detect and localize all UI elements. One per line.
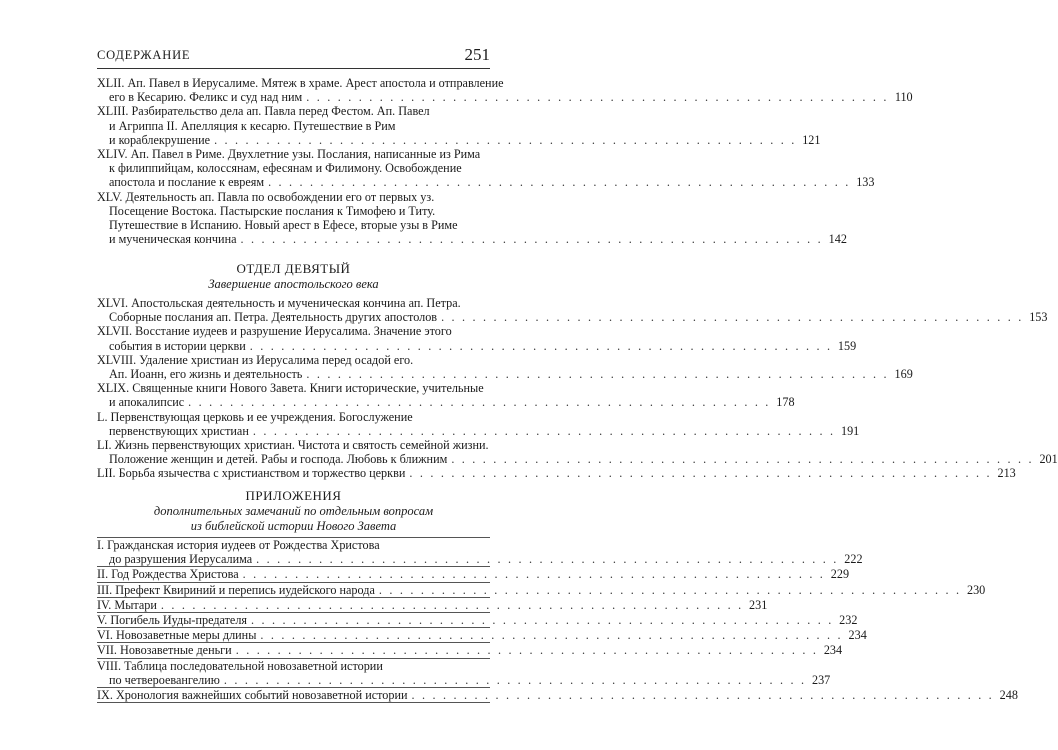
toc-entry-title: LII. Борьба язычества с христианством и торжество церкви xyxy=(97,466,406,481)
toc-entry xyxy=(97,76,913,105)
toc-entry-title: V. Погибель Иуды-предателя xyxy=(97,613,248,628)
toc-entry-title: VI. Новозаветные меры длины xyxy=(97,628,257,643)
section-title-part-9: ОТДЕЛ ДЕВЯТЫЙ xyxy=(236,261,351,276)
toc-entry-page: 121 xyxy=(802,132,821,147)
toc-appendices xyxy=(97,537,1018,703)
toc-entry-title: Соборные послания ап. Петра. Деятельность других апостолов xyxy=(109,310,438,325)
dot-leader: . . . . . . . . . . . . . . . . . . . . . . . . . . . . . . . . . . . . . . . . . . . . . . . . . . . . . . . . xyxy=(451,452,1034,467)
toc-entry-title: первенствующих христиан xyxy=(109,423,249,438)
toc-entry-page: 110 xyxy=(894,90,913,105)
toc-entry-title: события в истории церкви xyxy=(109,338,246,353)
toc-entry xyxy=(97,324,857,353)
toc-entry-last-line xyxy=(97,90,913,105)
toc-entry-page: 234 xyxy=(848,628,867,643)
dot-leader: . . . . . . . . . . . . . . . . . . . . . . . . . . . . . . . . . . . . . . . . . . . . . . . . . . . . . . . . xyxy=(242,567,826,582)
dot-leader: . . . . . . . . . . . . . . . . . . . . . . . . . . . . . . . . . . . . . . . . . . . . . . . . . . . . . . . . xyxy=(223,672,807,687)
running-head: СОДЕРЖАНИЕ xyxy=(97,48,191,62)
toc-entry-page: 234 xyxy=(823,643,843,658)
toc-entry-last-line xyxy=(97,567,850,582)
toc-entry-line: к филиппийцам, колоссянам, ефесянам и Филимону. Освобождение xyxy=(109,161,462,176)
page-number: 251 xyxy=(464,45,490,64)
dot-leader: . . . . . . . . . . . . . . . . . . . . . . . . . . . . . . . . . . . . . . . . . . . . . . . . . . . . . . . . xyxy=(214,132,797,147)
toc-entry xyxy=(97,466,1016,481)
toc-entry-last-line xyxy=(97,132,821,147)
toc-entry-line: и Агриппа II. Апелляция к кесарю. Путешествие в Рим xyxy=(109,118,396,133)
toc-entry-page: 133 xyxy=(856,175,875,190)
toc-entry-page: 201 xyxy=(1039,452,1058,467)
toc-entry-last-line xyxy=(97,175,875,190)
section-subtitle-appendices-1: дополнительных замечаний по отдельным вопросам xyxy=(153,504,434,518)
toc-entry-page: 178 xyxy=(776,395,795,410)
toc-entry-title: и кораблекрушение xyxy=(109,132,211,147)
toc-entry-line: XLVI. Апостольская деятельность и мученическая кончина ап. Петра. xyxy=(97,296,461,310)
dot-leader: . . . . . . . . . . . . . . . . . . . . . . . . . . . . . . . . . . . . . . . . . . . . . . . . . . . . . . . . xyxy=(235,643,819,658)
toc-entry-last-line xyxy=(97,452,1058,467)
toc-entry-last-line xyxy=(97,613,858,628)
toc-entry-title: Положение женщин и детей. Рабы и господа. Любовь к ближним xyxy=(109,452,448,467)
toc-entry-title: его в Кесарию. Феликс и суд над ним xyxy=(109,90,303,105)
toc-entry-last-line xyxy=(97,367,913,382)
toc-entry-page: 229 xyxy=(830,567,850,582)
toc-entry-line: XLVII. Восстание иудеев и разрушение Иерусалима. Значение этого xyxy=(97,324,452,339)
toc-entry xyxy=(97,642,843,658)
toc-entry-last-line xyxy=(97,582,986,597)
toc-part-9 xyxy=(97,296,1058,481)
toc-entry-title: II. Год Рождества Христова xyxy=(97,567,239,582)
toc-part-1 xyxy=(97,76,913,247)
toc-entry-title: IX. Хронология важнейших событий новозаветной истории xyxy=(97,688,408,703)
toc-entry-line: XLIV. Ап. Павел в Риме. Двухлетние узы. Послания, написанные из Рима xyxy=(97,147,481,162)
toc-entry-page: 232 xyxy=(839,613,858,628)
toc-entry-line: XLIX. Священные книги Нового Завета. Книги исторические, учительные xyxy=(97,381,484,396)
toc-entry-page: 142 xyxy=(828,232,847,247)
dot-leader: . . . . . . . . . . . . . . . . . . . . . . . . . . . . . . . . . . . . . . . . . . . . . . . . . . . . . . . . xyxy=(411,688,994,703)
toc-entry-page: 169 xyxy=(894,367,913,382)
dot-leader: . . . . . . . . . . . . . . . . . . . . . . . . . . . . . . . . . . . . . . . . . . . . . . . . . . . . . . . . xyxy=(188,395,771,410)
toc-entry xyxy=(97,566,850,582)
toc-entry-title: VII. Новозаветные деньги xyxy=(97,643,232,658)
toc-entry-last-line xyxy=(97,672,831,687)
toc-entry-last-line xyxy=(97,423,860,438)
toc-entry-line: XLIII. Разбирательство дела ап. Павла перед Фестом. Ап. Павел xyxy=(97,104,430,119)
toc-entry xyxy=(97,352,913,382)
dot-leader: . . . . . . . . . . . . . . . . . . . . . . . . . . . . . . . . . . . . . . . . . . . . . . . . . . . . . . . . xyxy=(256,552,839,567)
toc-entry-page: 230 xyxy=(966,582,986,597)
toc-entry-page: 248 xyxy=(999,688,1018,703)
toc-entry-title: Ап. Иоанн, его жизнь и деятельность xyxy=(109,367,303,382)
toc-entry xyxy=(97,537,863,567)
toc-entry-line: XLVIII. Удаление христиан из Иерусалима перед осадой его. xyxy=(97,352,414,367)
toc-entry-title: IV. Мытари xyxy=(97,597,157,612)
toc-entry-last-line xyxy=(97,688,1018,703)
toc-entry-line: LI. Жизнь первенствующих христиан. Чистота и святость семейной жизни. xyxy=(97,438,489,453)
toc-entry-page: 222 xyxy=(844,552,863,567)
toc-entry xyxy=(97,582,986,597)
toc-entry xyxy=(97,409,860,438)
toc-entry-line: VIII. Таблица последовательной новозаветной истории xyxy=(97,658,383,673)
toc-entry-page: 191 xyxy=(840,423,860,438)
toc-entry-title: III. Префект Квириний и перепись иудейского народа xyxy=(97,582,375,597)
dot-leader: . . . . . . . . . . . . . . . . . . . . . . . . . . . . . . . . . . . . . . . . . . . . . . . . . . . . . . . . xyxy=(409,466,992,481)
toc-entry xyxy=(97,612,858,628)
toc-entry-page: 153 xyxy=(1029,310,1048,325)
toc-entry xyxy=(97,296,1048,325)
toc-entry-title: и мученическая кончина xyxy=(109,232,237,247)
dot-leader: . . . . . . . . . . . . . . . . . . . . . . . . . . . . . . . . . . . . . . . . . . . . . . . . . . . . . . . . xyxy=(251,613,834,628)
toc-entry-line: XLII. Ап. Павел в Иерусалиме. Мятеж в храме. Арест апостола и отправление xyxy=(97,76,504,90)
toc-entry xyxy=(97,438,1058,467)
toc-entry-last-line xyxy=(97,466,1016,481)
toc-entry-line: L. Первенствующая церковь и ее учреждения. Богослужение xyxy=(97,409,413,424)
toc-entry-last-line xyxy=(97,597,768,612)
toc-entry-page: 213 xyxy=(997,466,1016,481)
toc-entry-last-line xyxy=(97,395,795,410)
toc-entry xyxy=(97,627,867,643)
toc-entry xyxy=(97,381,795,410)
toc-entry-page: 237 xyxy=(811,672,831,687)
toc-entry-last-line xyxy=(97,643,843,658)
toc-entry-title: апостола и послание к евреям xyxy=(109,175,265,190)
dot-leader: . . . . . . . . . . . . . . . . . . . . . . . . . . . . . . . . . . . . . . . . . . . . . . . . . . . . . . . . xyxy=(378,582,962,597)
toc-entry-title: до разрушения Иерусалима xyxy=(109,552,253,567)
section-title-appendices: ПРИЛОЖЕНИЯ xyxy=(245,488,342,503)
section-subtitle-part-9: Завершение апостольского века xyxy=(208,277,379,291)
toc-entry xyxy=(97,597,768,612)
toc-entry-line: I. Гражданская история иудеев от Рождества Христова xyxy=(97,538,380,552)
toc-entry-title: и апокалипсис xyxy=(109,395,185,410)
toc-entry-last-line xyxy=(97,628,867,643)
page-header xyxy=(97,42,490,68)
toc-entry-line: XLV. Деятельность ап. Павла по освобождении его от первых уз. xyxy=(97,189,435,204)
toc-entry-line: Путешествие в Испанию. Новый арест в Ефесе, вторые узы в Риме xyxy=(109,218,458,233)
dot-leader: . . . . . . . . . . . . . . . . . . . . . . . . . . . . . . . . . . . . . . . . . . . . . . . . . . . . . . . . xyxy=(306,367,889,382)
header-rule xyxy=(97,68,490,69)
toc-entry-line: Посещение Востока. Пастырские послания к Тимофею и Титу. xyxy=(109,203,436,218)
dot-leader: . . . . . . . . . . . . . . . . . . . . . . . . . . . . . . . . . . . . . . . . . . . . . . . . . . . . . . . . xyxy=(441,310,1024,325)
toc-entry-last-line xyxy=(97,552,863,567)
toc-entry-last-line xyxy=(97,310,1048,325)
toc-entry-last-line xyxy=(97,232,847,247)
dot-leader: . . . . . . . . . . . . . . . . . . . . . . . . . . . . . . . . . . . . . . . . . . . . . . . . . . . . . . . . xyxy=(240,232,823,247)
toc-entry-page: 231 xyxy=(749,597,768,612)
toc-entry-page: 159 xyxy=(837,338,857,353)
toc-entry xyxy=(97,147,875,190)
dot-leader: . . . . . . . . . . . . . . . . . . . . . . . . . . . . . . . . . . . . . . . . . . . . . . . . . . . . . . . . xyxy=(268,175,851,190)
toc-entry-last-line xyxy=(97,338,857,353)
toc-entry xyxy=(97,189,847,247)
section-subtitle-appendices-2: из библейской истории Нового Завета xyxy=(190,519,397,533)
dot-leader: . . . . . . . . . . . . . . . . . . . . . . . . . . . . . . . . . . . . . . . . . . . . . . . . . . . . . . . . xyxy=(260,628,843,643)
dot-leader: . . . . . . . . . . . . . . . . . . . . . . . . . . . . . . . . . . . . . . . . . . . . . . . . . . . . . . . . xyxy=(160,597,744,612)
dot-leader: . . . . . . . . . . . . . . . . . . . . . . . . . . . . . . . . . . . . . . . . . . . . . . . . . . . . . . . . xyxy=(306,90,889,105)
toc-entry xyxy=(97,687,1018,703)
toc-entry xyxy=(97,104,821,147)
dot-leader: . . . . . . . . . . . . . . . . . . . . . . . . . . . . . . . . . . . . . . . . . . . . . . . . . . . . . . . . xyxy=(252,423,836,438)
toc-entry-title: по четвероевангелию xyxy=(109,672,220,687)
dot-leader: . . . . . . . . . . . . . . . . . . . . . . . . . . . . . . . . . . . . . . . . . . . . . . . . . . . . . . . . xyxy=(249,338,833,353)
toc-entry xyxy=(97,658,831,687)
